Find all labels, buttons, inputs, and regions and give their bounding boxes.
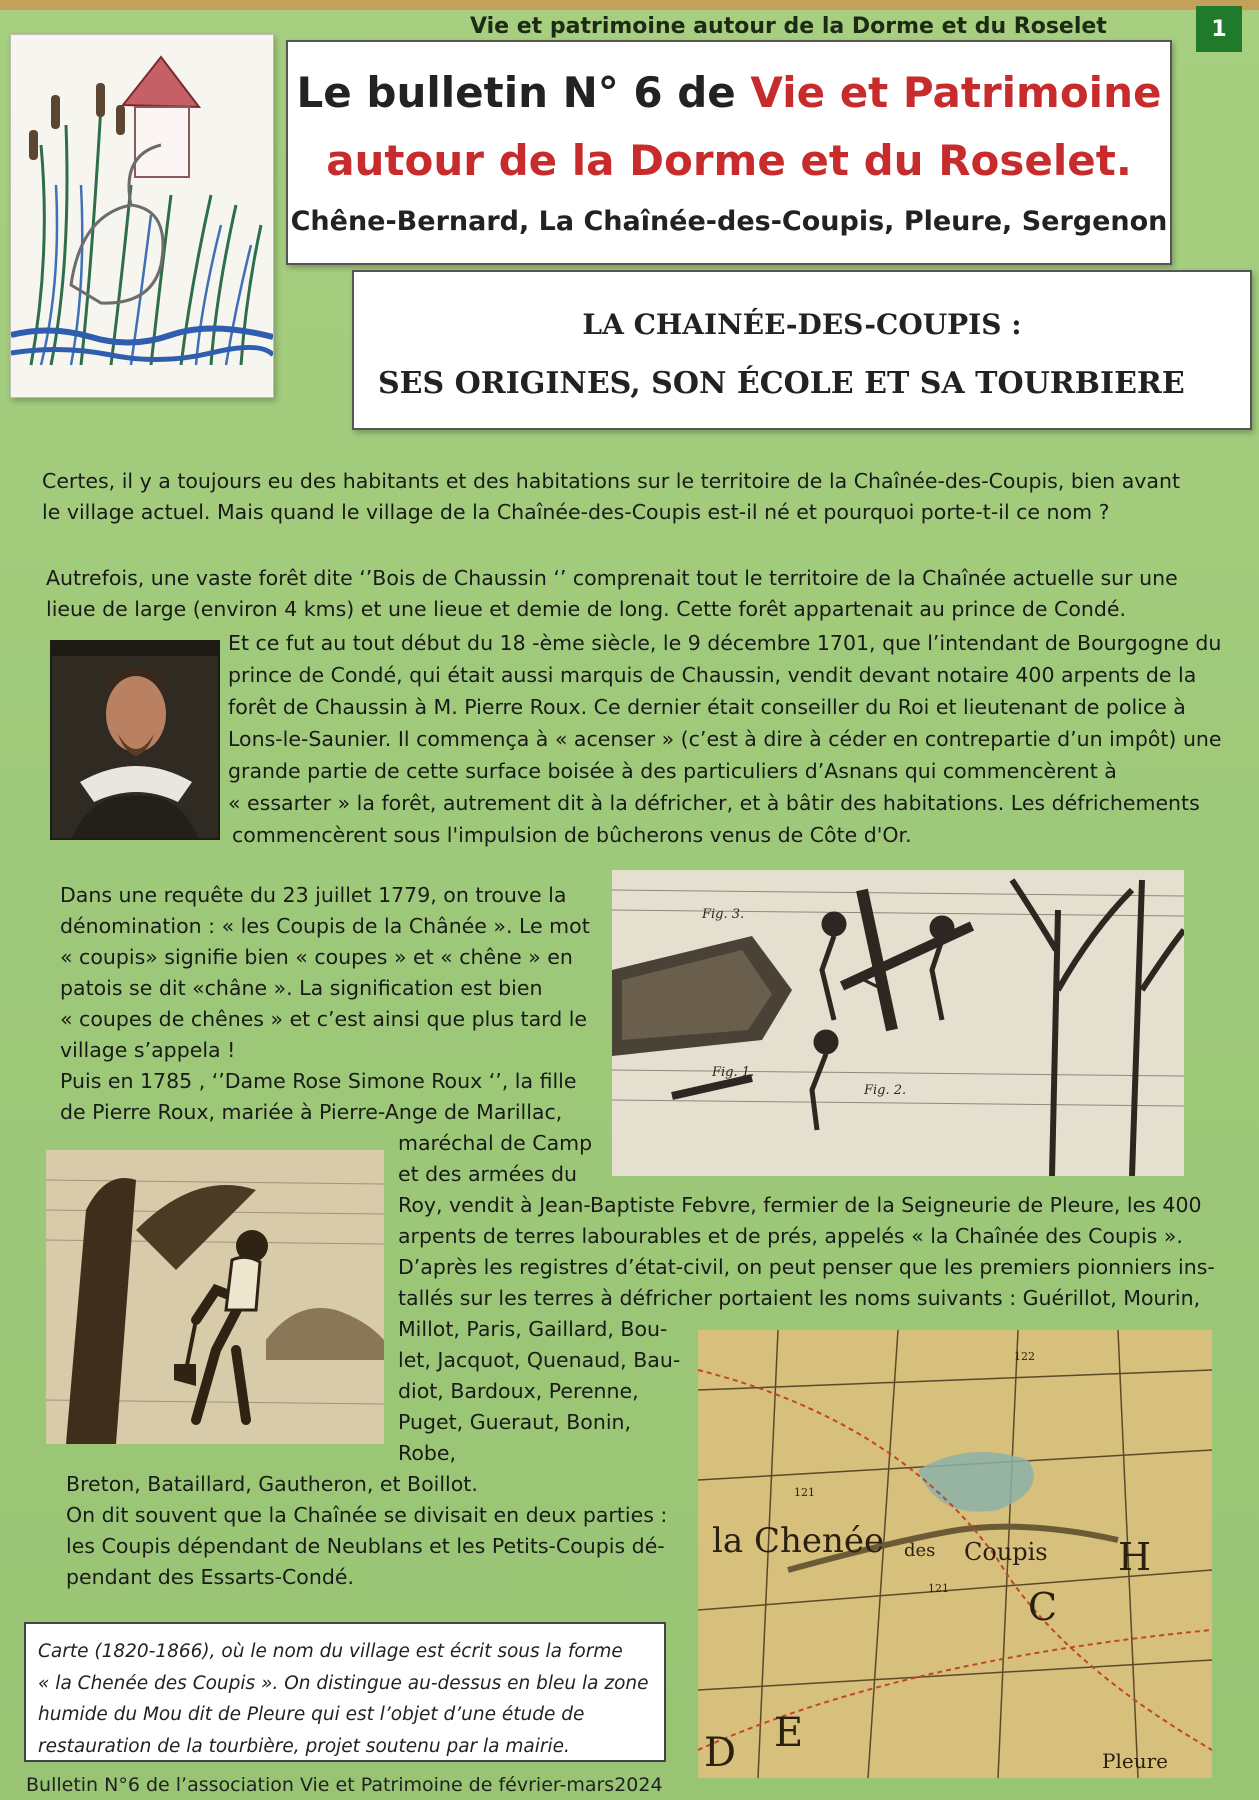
roy-line-3: D’après les registres d’état-civil, on peut penser que les premiers pionniers ins- (398, 1255, 1215, 1279)
caption-line-1: Carte (1820-1866), où le nom du village est écrit sous la forme (38, 1641, 623, 1662)
map-letter-c: C (1028, 1585, 1058, 1629)
article-subtitle-box (352, 270, 1252, 430)
names-line-4: Puget, Gueraut, Bonin, (398, 1410, 632, 1434)
request-line-8: de Pierre Roux, mariée à Pierre-Ange de Marillac, (60, 1100, 563, 1124)
names-line-5: Robe, (398, 1441, 457, 1465)
sale-line-3: forêt de Chaussin à M. Pierre Roux. Ce dernier était conseiller du Roi et lieutenant de police à (228, 695, 1186, 719)
portrait-figure-icon (52, 642, 218, 838)
title-highlight: Vie et Patrimoine (750, 68, 1162, 117)
woodcutters-engraving-icon (612, 870, 1184, 1176)
names-line-1: Millot, Paris, Gaillard, Bou- (398, 1317, 668, 1341)
caption-line-3: humide du Mou dit de Pleure qui est l’objet d’une étude de (38, 1704, 585, 1725)
map-letter-d: D (704, 1730, 737, 1776)
axeman-engraving (46, 1150, 384, 1444)
intro-line-2: le village actuel. Mais quand le village de la Chaînée-des-Coupis est-il né et pourquoi porte-t-il ce nom ? (42, 500, 1110, 524)
association-header: Vie et patrimoine autour de la Dorme et du Roselet (470, 14, 1107, 39)
axeman-engraving-icon (46, 1150, 384, 1444)
title-prefix: Le bulletin N° 6 de (296, 68, 751, 117)
page-number-badge: 1 (1196, 6, 1242, 52)
subtitle-line-1: LA CHAINÉE-DES-COUPIS : (582, 308, 1022, 341)
engraving-fig-2-label: Fig. 2. (864, 1083, 907, 1098)
woodcutters-engraving (612, 870, 1184, 1176)
request-line-3: « coupis» signifie bien « coupes » et « chêne » en (60, 945, 573, 969)
forest-line-2: lieue de large (environ 4 kms) et une lieue et demie de long. Cette forêt appartenait au prince de Condé. (46, 597, 1126, 621)
map-parcel-number-2: 121 (794, 1486, 815, 1499)
engraving-fig-1-label: Fig. 1. (712, 1065, 755, 1080)
map-letter-e: E (774, 1710, 804, 1756)
footer-note: Bulletin N°6 de l’association Vie et Patrimoine de février-mars2024 (26, 1774, 663, 1796)
map-coupis-label: Coupis (964, 1538, 1048, 1566)
prince-portrait (50, 640, 220, 840)
closing-line-3: les Coupis dépendant de Neublans et les Petits-Coupis dé- (66, 1534, 665, 1558)
names-line-2: let, Jacquot, Quenaud, Bau- (398, 1348, 681, 1372)
title-line-1 (288, 68, 1170, 117)
names-line-3: diot, Bardoux, Perenne, (398, 1379, 639, 1403)
request-line-5: « coupes de chênes » et c’est ainsi que plus tard le (60, 1007, 588, 1031)
subtitle-line-2: SES ORIGINES, SON ÉCOLE ET SA TOURBIERE (378, 366, 1185, 401)
engraving-fig-3-label: Fig. 3. (702, 907, 745, 922)
sale-line-5: grande partie de cette surface boisée à des particuliers d’Asnans qui commencèrent à (228, 759, 1117, 783)
historical-map (698, 1330, 1212, 1778)
title-villages: Chêne-Bernard, La Chaînée-des-Coupis, Pleure, Sergenon (290, 206, 1168, 237)
request-line-7: Puis en 1785 , ‘’Dame Rose Simone Roux ‘’, la fille (60, 1069, 577, 1093)
closing-line-4: pendant des Essarts-Condé. (66, 1565, 354, 1589)
sale-line-4: Lons-le-Saunier. Il commença à « acenser » (c’est à dire à céder en contrepartie d’un impôt) une (228, 727, 1222, 751)
roy-line-4: tallés sur les terres à défricher portaient les noms suivants : Guérillot, Mourin, (398, 1286, 1201, 1310)
title-line-2: autour de la Dorme et du Roselet. (326, 136, 1132, 185)
map-parcel-number-3: 121 (928, 1582, 949, 1595)
map-letter-h: H (1118, 1535, 1152, 1579)
marechal-line-2: et des armées du (398, 1162, 578, 1186)
map-pleure-label: Pleure (1102, 1749, 1168, 1773)
map-caption-box (24, 1622, 666, 1762)
forest-line-1: Autrefois, une vaste forêt dite ‘’Bois de Chaussin ‘’ comprenait tout le territoire de la Chaînée actuelle sur une (46, 566, 1178, 590)
roy-line-2: arpents de terres labourables et de prés, appelés « la Chaînée des Coupis ». (398, 1224, 1183, 1248)
heron-drawing (10, 34, 274, 398)
marechal-line-1: maréchal de Camp (398, 1131, 593, 1155)
request-line-4: patois se dit «châne ». La signification est bien (60, 976, 543, 1000)
caption-line-4: restauration de la tourbière, projet soutenu par la mairie. (38, 1735, 570, 1757)
sale-line-1: Et ce fut au tout début du 18 -ème siècle, le 9 décembre 1701, que l’intendant de Bourgogne du (228, 631, 1222, 655)
closing-line-2: On dit souvent que la Chaînée se divisait en deux parties : (66, 1503, 668, 1527)
map-village-label: la Chenée (712, 1521, 885, 1561)
request-line-1: Dans une requête du 23 juillet 1779, on trouve la (60, 883, 567, 907)
sale-line-7: commencèrent sous l'impulsion de bûcherons venus de Côte d'Or. (232, 823, 912, 847)
sale-line-6: « essarter » la forêt, autrement dit à la défricher, et à bâtir des habitations. Les défrichements (228, 791, 1200, 815)
caption-line-2: « la Chenée des Coupis ». On distingue au-dessus en bleu la zone (38, 1672, 649, 1694)
historical-map-icon (698, 1330, 1212, 1778)
roy-line-1: Roy, vendit à Jean-Baptiste Febvre, fermier de la Seigneurie de Pleure, les 400 (398, 1193, 1202, 1217)
sale-line-2: prince de Condé, qui était aussi marquis de Chaussin, vendit devant notaire 400 arpents de la (228, 663, 1197, 687)
request-line-6: village s’appela ! (60, 1038, 236, 1062)
top-wood-strip (0, 0, 1259, 10)
heron-illustration-icon (11, 35, 273, 397)
intro-line-1: Certes, il y a toujours eu des habitants et des habitations sur le territoire de la Chaînée-des-Coupis, bien avant (42, 469, 1180, 493)
request-line-2: dénomination : « les Coupis de la Chânée ». Le mot (60, 914, 590, 938)
bulletin-title-box (286, 40, 1172, 265)
map-parcel-number-1: 122 (1014, 1350, 1035, 1363)
map-des-label: des (904, 1540, 936, 1561)
closing-line-1: Breton, Bataillard, Gautheron, et Boillot. (66, 1472, 478, 1496)
